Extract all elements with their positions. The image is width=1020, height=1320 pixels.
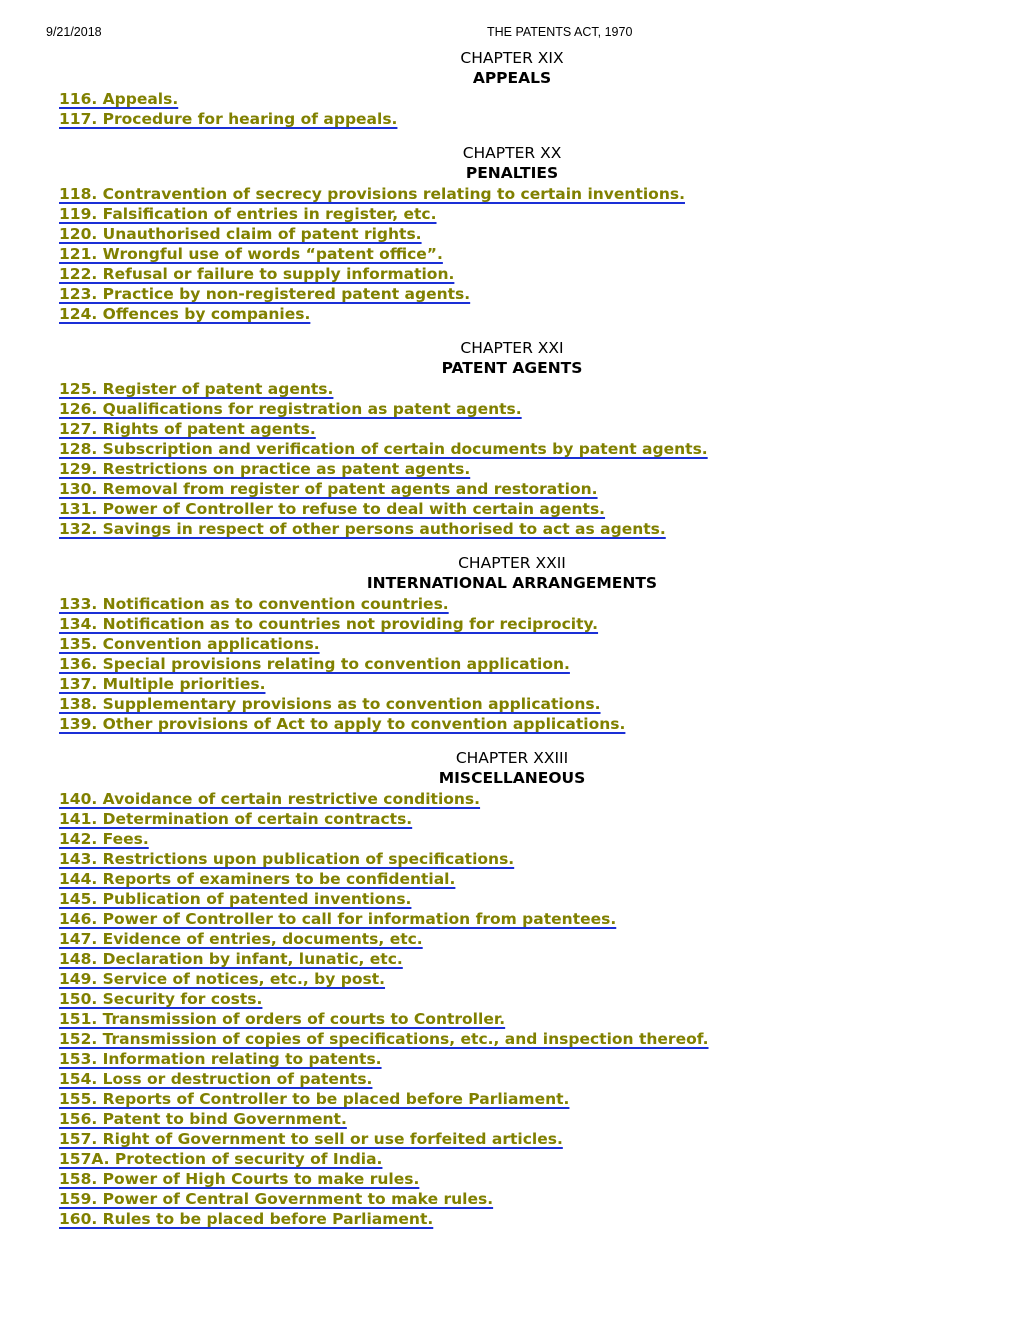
section-list	[0, 89, 1020, 129]
list-item	[59, 694, 1020, 714]
list-item	[59, 1009, 1020, 1029]
chapter-number: CHAPTER XXI	[460, 339, 564, 357]
chapter-title: MISCELLANEOUS	[438, 768, 586, 787]
list-item	[59, 1049, 1020, 1069]
section-link-134[interactable]: 134. Notification as to countries not providing for reciprocity.	[59, 615, 599, 633]
section-link-116[interactable]: 116. Appeals.	[59, 90, 179, 108]
list-item	[59, 89, 1020, 109]
list-item	[59, 594, 1020, 614]
list-item	[59, 1149, 1020, 1169]
list-item	[59, 109, 1020, 129]
print-date: 9/21/2018	[46, 25, 102, 39]
list-item	[59, 1109, 1020, 1129]
section-link-129[interactable]: 129. Restrictions on practice as patent agents.	[59, 460, 471, 478]
section-link-157a[interactable]: 157A. Protection of security of India.	[59, 1150, 383, 1168]
section-link-141[interactable]: 141. Determination of certain contracts.	[59, 810, 413, 828]
list-item	[59, 1089, 1020, 1109]
section-link-160[interactable]: 160. Rules to be placed before Parliament.	[59, 1210, 434, 1228]
list-item	[59, 849, 1020, 869]
list-item	[59, 244, 1020, 264]
chapter-number: CHAPTER XXIII	[455, 749, 569, 767]
list-item	[59, 989, 1020, 1009]
chapter-xxiii	[0, 749, 1020, 1229]
section-link-149[interactable]: 149. Service of notices, etc., by post.	[59, 970, 386, 988]
section-list	[0, 379, 1020, 539]
chapter-title: PATENT AGENTS	[441, 358, 583, 377]
section-link-146[interactable]: 146. Power of Controller to call for information from patentees.	[59, 910, 617, 928]
section-link-142[interactable]: 142. Fees.	[59, 830, 149, 848]
section-link-143[interactable]: 143. Restrictions upon publication of specifications.	[59, 850, 515, 868]
section-link-159[interactable]: 159. Power of Central Government to make rules.	[59, 1190, 494, 1208]
section-link-121[interactable]: 121. Wrongful use of words “patent office”.	[59, 245, 443, 263]
chapter-xxii	[0, 554, 1020, 734]
chapter-xix	[0, 49, 1020, 129]
section-link-140[interactable]: 140. Avoidance of certain restrictive conditions.	[59, 790, 481, 808]
section-link-133[interactable]: 133. Notification as to convention countries.	[59, 595, 449, 613]
section-list	[0, 789, 1020, 1229]
list-item	[59, 419, 1020, 439]
list-item	[59, 789, 1020, 809]
list-item	[59, 1169, 1020, 1189]
section-link-117[interactable]: 117. Procedure for hearing of appeals.	[59, 110, 398, 128]
list-item	[59, 264, 1020, 284]
list-item	[59, 1069, 1020, 1089]
list-item	[59, 889, 1020, 909]
list-item	[59, 439, 1020, 459]
section-list	[0, 184, 1020, 324]
section-link-137[interactable]: 137. Multiple priorities.	[59, 675, 266, 693]
section-link-128[interactable]: 128. Subscription and verification of certain documents by patent agents.	[59, 440, 708, 458]
section-link-144[interactable]: 144. Reports of examiners to be confidential.	[59, 870, 456, 888]
section-link-138[interactable]: 138. Supplementary provisions as to convention applications.	[59, 695, 601, 713]
list-item	[59, 1129, 1020, 1149]
section-link-120[interactable]: 120. Unauthorised claim of patent rights.	[59, 225, 422, 243]
chapter-number: CHAPTER XXII	[458, 554, 566, 572]
section-link-157[interactable]: 157. Right of Government to sell or use forfeited articles.	[59, 1130, 563, 1148]
list-item	[59, 459, 1020, 479]
section-link-136[interactable]: 136. Special provisions relating to convention application.	[59, 655, 570, 673]
section-link-125[interactable]: 125. Register of patent agents.	[59, 380, 334, 398]
section-link-119[interactable]: 119. Falsification of entries in register, etc.	[59, 205, 437, 223]
list-item	[59, 634, 1020, 654]
list-item	[59, 969, 1020, 989]
list-item	[59, 284, 1020, 304]
chapter-title: INTERNATIONAL ARRANGEMENTS	[366, 573, 658, 592]
section-link-127[interactable]: 127. Rights of patent agents.	[59, 420, 316, 438]
chapter-number: CHAPTER XX	[462, 144, 562, 162]
chapter-number: CHAPTER XIX	[460, 49, 564, 67]
section-link-150[interactable]: 150. Security for costs.	[59, 990, 263, 1008]
list-item	[59, 379, 1020, 399]
section-link-156[interactable]: 156. Patent to bind Government.	[59, 1110, 347, 1128]
section-link-154[interactable]: 154. Loss or destruction of patents.	[59, 1070, 373, 1088]
section-link-124[interactable]: 124. Offences by companies.	[59, 305, 311, 323]
list-item	[59, 1189, 1020, 1209]
list-item	[59, 519, 1020, 539]
print-document-title: THE PATENTS ACT, 1970	[487, 25, 633, 39]
list-item	[59, 614, 1020, 634]
section-list	[0, 594, 1020, 734]
chapter-xxi	[0, 339, 1020, 539]
section-link-131[interactable]: 131. Power of Controller to refuse to deal with certain agents.	[59, 500, 606, 518]
list-item	[59, 479, 1020, 499]
list-item	[59, 714, 1020, 734]
section-link-135[interactable]: 135. Convention applications.	[59, 635, 320, 653]
list-item	[59, 399, 1020, 419]
print-header	[0, 24, 1020, 40]
list-item	[59, 654, 1020, 674]
section-link-122[interactable]: 122. Refusal or failure to supply information.	[59, 265, 455, 283]
section-link-158[interactable]: 158. Power of High Courts to make rules.	[59, 1170, 420, 1188]
section-link-148[interactable]: 148. Declaration by infant, lunatic, etc.	[59, 950, 403, 968]
list-item	[59, 674, 1020, 694]
list-item	[59, 809, 1020, 829]
list-item	[59, 909, 1020, 929]
section-link-123[interactable]: 123. Practice by non-registered patent agents.	[59, 285, 471, 303]
list-item	[59, 949, 1020, 969]
list-item	[59, 499, 1020, 519]
section-link-139[interactable]: 139. Other provisions of Act to apply to convention applications.	[59, 715, 626, 733]
list-item	[59, 204, 1020, 224]
list-item	[59, 304, 1020, 324]
section-link-151[interactable]: 151. Transmission of orders of courts to Controller.	[59, 1010, 506, 1028]
list-item	[59, 1029, 1020, 1049]
section-link-153[interactable]: 153. Information relating to patents.	[59, 1050, 382, 1068]
section-link-155[interactable]: 155. Reports of Controller to be placed before Parliament.	[59, 1090, 570, 1108]
table-of-contents	[0, 49, 1020, 1229]
section-link-130[interactable]: 130. Removal from register of patent agents and restoration.	[59, 480, 598, 498]
list-item	[59, 1209, 1020, 1229]
chapter-xx	[0, 144, 1020, 324]
section-link-152[interactable]: 152. Transmission of copies of specifications, etc., and inspection thereof.	[59, 1030, 709, 1048]
list-item	[59, 224, 1020, 244]
list-item	[59, 829, 1020, 849]
section-link-147[interactable]: 147. Evidence of entries, documents, etc.	[59, 930, 423, 948]
list-item	[59, 184, 1020, 204]
list-item	[59, 869, 1020, 889]
section-link-145[interactable]: 145. Publication of patented inventions.	[59, 890, 412, 908]
chapter-title: APPEALS	[472, 68, 552, 87]
section-link-132[interactable]: 132. Savings in respect of other persons authorised to act as agents.	[59, 520, 666, 538]
chapter-title: PENALTIES	[465, 163, 559, 182]
list-item	[59, 929, 1020, 949]
section-link-126[interactable]: 126. Qualifications for registration as patent agents.	[59, 400, 522, 418]
section-link-118[interactable]: 118. Contravention of secrecy provisions relating to certain inventions.	[59, 185, 685, 203]
